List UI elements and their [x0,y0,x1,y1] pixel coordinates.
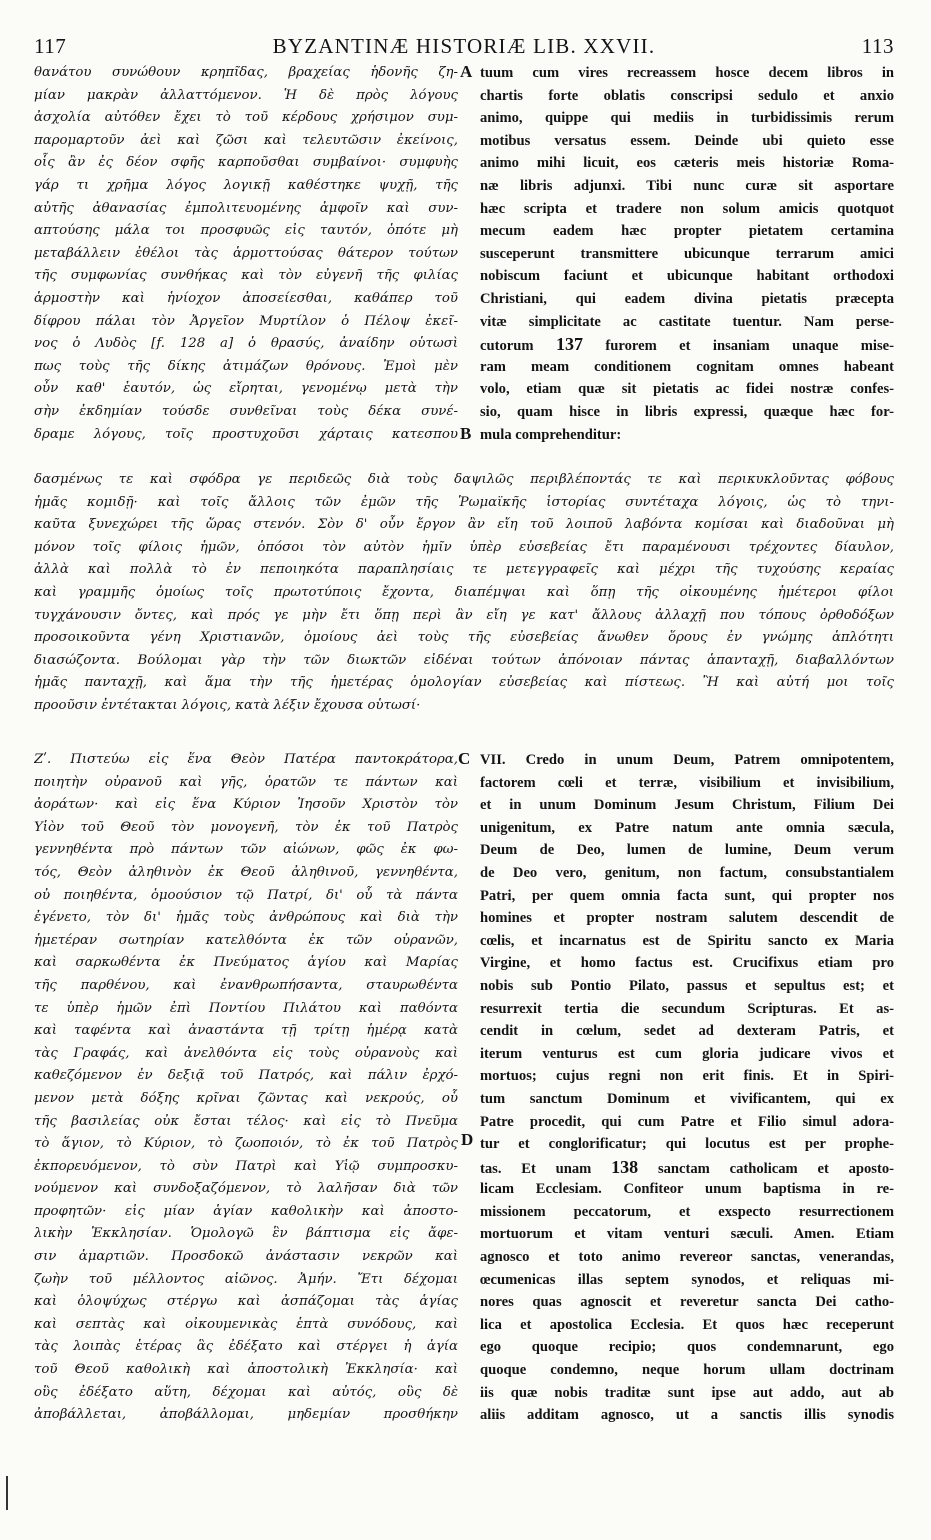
text-line: μόνον τοῖς φίλοις ἡμῶν, ὁπόσοι τὸν αὐτὸν ἡμῖν ὑπὲρ εὐσεβείας ἔτι παραμένουσι τρέχοντες δίαυλον, [34,539,894,555]
text-line: τὰς Γραφάς, καὶ ἀνελθόντα εἰς τοὺς οὐρανοὺς καὶ [34,1045,458,1061]
margin-letter-a: A [460,62,473,81]
text-line: τῆς βασιλείας οὐκ ἔσται τέλος· καὶ εἰς τὸ Πνεῦμα [34,1113,458,1129]
text-line: οὖν καθ' ἑαυτόν, ὡς εἴρηται, γενομένῳ μετὰ τὴν [34,381,458,397]
text-line: λικὴν Ἐκκλησίαν. Ὁμολογῶ ἓν βάπτισμα εἰς ἄφε- [34,1226,458,1242]
text-line: tur et conglorificatur; qui locutus est per prophe- [480,1136,894,1153]
text-line: næ libris adjunxi. Tibi nunc curæ sit asportare [480,177,894,194]
text-line: vitæ simplicitate ac castitate tuentur. Nam perse- [480,313,894,330]
text-line: νούμενον καὶ συνδοξαζόμενον, τὸ λαλῆσαν διὰ τῶν [34,1181,458,1197]
right-page-number: 113 [861,34,894,58]
text-line: VII. Credo in unum Deum, Patrem omnipotentem, [480,752,894,768]
text-line: Patri, per quem omnia facta sunt, qui propter nos [480,887,894,904]
text-line: πως τοὺς τῆς δίκης ἀτιμάζων θρόνους. Ἐμοὶ μὲν [34,358,458,374]
text-line: γεννηθέντα πρὸ πάντων τῶν αἰώνων, φῶς ἐκ φω- [34,842,458,858]
text-line: cendit in cœlum, sedet ad dexteram Patris, et [480,1023,894,1040]
text-line: cœlis, et incarnatus est de Spiritu sancto ex Maria [480,932,894,949]
text-line: nobiscum faciunt et ubicunque habitant orthodoxi [480,268,894,285]
text-line: iterum venturus est cum gloria judicare vivos et [480,1045,894,1062]
text-line: lica et apostolica Ecclesia. Et quos hæc receperunt [480,1316,894,1333]
text-line: ἀσχολία αὐτόθεν ἔχει τὸ τοῦ κέρδους χρήσιμον συμ- [34,110,458,126]
text-line: καὶ σεπτὰς καὶ οἰκουμενικὰς ἑπτὰ συνόδους, καὶ [34,1316,458,1332]
text-line: Christiani, qui eadem divina pietatis præcepta [480,290,894,307]
text-line: ram meam conditionem cognitam omnes habeant [480,358,894,375]
text-line: quoque condemno, neque horum ullam doctrinam [480,1362,894,1379]
text-line: ego quoque recipio; quos condemnarunt, ego [480,1339,894,1356]
text-line: ἡμετέραν σωτηρίαν κατελθόντα ἐκ τῶν οὐρανῶν, [34,932,458,948]
text-line: aliis additam agnosco, ut a sanctis illis synodis [480,1407,894,1424]
latin-lines-1b [480,356,894,446]
text-line: nores quas agnoscit et reveretur sancta Dei catho- [480,1294,894,1311]
latin-line-with-note-137 [480,333,894,356]
text-line: απτούσης μάλα τοι προσφυῶς εἰς ταυτόν, ὁπότε μὴ [34,223,458,239]
text-line: nobis sub Pontio Pilato, passus et sepultus est; et [480,977,894,994]
text-line: ἐγένετο, τὸν δι' ἡμᾶς τοὺς ἀνθρώπους καὶ διὰ τὴν [34,910,458,926]
text-line: οὓς ἐδέξατο αὕτη, δέχομαι καὶ αὐτός, οὓς δὲ [34,1384,458,1400]
text-line: τυγχάνουσιν ὄντες, καὶ πρός γε μὴν ἔτι ὅπῃ περὶ ἂν εἴη γε κατ' ἄλλους ἀλλαχῇ που τόπους ὀρθοδόξων [34,607,894,623]
latin-column-2 [480,749,894,1427]
text-line: δασμένως τε καὶ σφόδρα γε περιδεῶς διὰ τοὺς δαψιλῶς περιβλέποντάς τε καὶ περικυκλοῦντας φόβους [34,472,894,487]
text-line: τὰς λοιπὰς ἑτέρας ἃς ἐδέξατο καὶ στέργει ἡ ἁγία [34,1339,458,1355]
text-line: volo, etiam quæ sit pietatis ac fidei nostræ confes- [480,381,894,398]
latin-line-post: furorem et insaniam unaque mise- [605,338,894,355]
text-line: hæc scripta et tradere non solum amicis quotquot [480,200,894,217]
margin-letter-c: C [458,749,471,768]
text-line: ἁρμοστὴν καὶ ἡνίοχον ἀποσείεσθαι, καθάπερ τοῦ [34,290,458,306]
text-line: σὴν ἐκδημίαν τούσδε συνθεῖναι τοὺς δέκα συνέ- [34,403,458,419]
text-line: τῆς συμφωνίας συνθήκας καὶ τὸν εὐγενῆ τῆς φιλίας [34,268,458,284]
text-line: καθεζόμενον ἐν δεξιᾷ τοῦ Πατρός, καὶ πάλιν ἐρχό- [34,1068,458,1084]
text-line: et in unum Dominum Jesum Christum, Filium Dei [480,797,894,814]
text-line: animo mihi licuit, eos cæteris meis historiæ Roma- [480,155,894,172]
text-line: θανάτου συνώθουν κρηπῖδας, βραχείας ἡδονῆς ζη- [34,65,458,80]
text-line: μίαν μακρὰν ἀλλαττόμενον. Ἡ δὲ πρὸς λόγους [34,87,458,103]
text-line: μεταβάλλειν ἐθέλοι τὰς ἁρμοττούσας θάτερον τούτων [34,245,458,261]
latin-lines-2 [480,749,894,1156]
text-line: καὶ ὁλοψύχως στέργω καὶ ἀσπάζομαι τὰς ἁγίας [34,1294,458,1310]
text-line: mortuorum et vitam venturi sæculi. Amen. Etiam [480,1226,894,1243]
text-line: Virgine, et homo factus est. Crucifixus etiam pro [480,955,894,972]
text-line: οὐ ποιηθέντα, ὁμοούσιον τῷ Πατρί, δι' οὗ τὰ πάντα [34,887,458,903]
latin-line-with-note-138 [480,1156,894,1179]
latin-line-post: sanctam catholicam et aposto- [657,1160,894,1177]
text-line: mortuos; cujus regni non erit finis. Et in Spiri- [480,1068,894,1085]
greek-column-2 [34,749,458,1427]
text-line: Υἱὸν τοῦ Θεοῦ τὸν μονογενῆ, τὸν ἐκ τοῦ Πατρὸς [34,819,458,835]
margin-rule [6,1476,8,1510]
left-page-number: 117 [34,34,67,58]
text-line: tum sanctum Dominum et vivificantem, qui ex [480,1090,894,1107]
text-line: τε ὑπὲρ ἡμῶν ἐπὶ Ποντίου Πιλάτου καὶ παθόντα [34,1000,458,1016]
text-line: δίφρου πάλαι τὸν Ἀργεῖον Μυρτίλον ὁ Πέλοψ ἐκεῖ- [34,313,458,329]
text-line: ἐκπορευόμενον, τὸ σὺν Πατρὶ καὶ Υἱῷ συμπροσκυ- [34,1158,458,1174]
latin-lines-2b [480,1178,894,1427]
text-line: μενον μετὰ δόξης κρῖναι ζῶντας καὶ νεκρούς, οὗ [34,1090,458,1106]
text-line: διασώζοντα. Βούλομαι γὰρ τὴν τῶν διωκτῶν εἰδέναι τούτων ἀπόνοιαν πάντας ἁπανταχῇ, διαβαλλόντων [34,652,894,668]
text-line: τός, Θεὸν ἀληθινὸν ἐκ Θεοῦ ἀληθινοῦ, γεννηθέντα, [34,864,458,880]
page-note-138: 138 [611,1156,639,1177]
text-line: œcumenicas illas septem synodos, et reliquas mi- [480,1271,894,1288]
text-line: αὐτῆς ἀθανασίας ἐμπολιτευομένης ἀμφοῖν καὶ συν- [34,200,458,216]
text-line: iis quæ nobis traditæ sunt ipse aut addo, aut ab [480,1384,894,1401]
text-line: agnosco et toto animo revereor sanctas, venerandas, [480,1249,894,1266]
text-line: resurrexit tertia die secundum Scripturas. Et as- [480,1000,894,1017]
text-line: mula comprehenditur: [480,426,622,443]
text-line: δραμε λόγους, τοῖς προστυχοῦσι χάρταις κατεσπου [34,426,458,442]
text-line: ἀλλὰ καὶ πολλὰ τὸ ἐν πεποιηκότα παραπλησίαις τε μετεγγραφεῖς καὶ μέχρι τῆς τυχούσης κεραίας [34,562,894,578]
page-note-137: 137 [555,334,583,355]
running-title: BYZANTINÆ HISTORIÆ LIB. XXVII. [272,34,656,58]
text-line: susceperunt transmittere ubicunque terrarum amici [480,245,894,262]
text-line: sio, quam hisce in libris expressi, quæque hæc for- [480,403,894,420]
text-line: motibus versatus essem. Deinde ubi quieto esse [480,132,894,149]
text-line: ἡμᾶς κομιδῇ· καὶ τοῖς ἄλλοις τῶν ἐμῶν τῆς Ῥωμαϊκῆς ἱστορίας συντέταχα λόγοις, ὡς τὸ τηνι- [34,494,894,510]
greek-full-width [34,469,894,718]
text-line: ἡμᾶς πανταχῇ, καὶ ἅμα τὴν τῆς ἡμετέρας ὁμολογίαν εὐσεβείας καὶ πίστεως. Ἢ καὶ αὐτή μοι τοῖς [34,675,894,691]
text-line: missionem peccatorum, et exspecto resurrectionem [480,1203,894,1220]
text-line: προφητῶν· εἰς μίαν ἁγίαν καθολικὴν καὶ ἀποστο- [34,1203,458,1219]
text-line: ἀποβάλλεται, ἀποβάλλομαι, μηδεμίαν προσθήκην [34,1407,458,1423]
text-line: παρομαρτοῦν ἀεὶ καὶ ζῶσι καὶ τελευτῶσιν ἐκείνοις, [34,132,458,148]
latin-lines-1 [480,62,894,333]
text-line: animo, quippe qui mediis in turbidissimis rerum [480,110,894,127]
text-line: σιν ἁμαρτιῶν. Προσδοκῶ ἀνάστασιν νεκρῶν καὶ [34,1249,458,1265]
text-line: καὶ σαρκωθέντα ἐκ Πνεύματος ἁγίου καὶ Μαρίας [34,955,458,971]
text-line: προσοικοῦντα γένη Χριστιανῶν, ὁμοίους ἀεὶ τοὺς τῆς εὐσεβείας ἄνωθεν ὅρους ἐν γνώμης ἁπλότητι [34,630,894,646]
text-line: καῦτα ξυνεχώρει τῆς ὥρας στενόν. Σὸν δ' οὖν ἔργον ἂν εἴη τοῦ λοιποῦ λαβόντα κομίσαι καὶ διαδοῦναι μὴ [34,517,894,533]
text-line: προοῦσιν ἐντέτακται λόγοις, κατὰ λέξιν ἔχουσα οὑτωσί· [34,697,421,713]
latin-column-1 [480,62,894,446]
text-line: chartis forte oblatis conscripsi sedulo et anxio [480,87,894,104]
text-line: οἷς ἂν ἐς δέον σφῆς καρποῦσθαι συμβαίνοι· συμφυὴς [34,155,458,171]
margin-letter-d: D [461,1130,474,1149]
text-line: καὶ γραμμῆς ὁμοίως τοῖς πρωτοτύποις ἔχοντα, διαπέμψαι καὶ ὅπῃ τῆς οἰκουμένης ἡμέτεροι φίλοι [34,584,894,600]
text-line: γάρ τι χρῆμα λόγος λογικῇ καθέστηκε ψυχῇ, τῆς [34,177,458,193]
greek-column-1 [34,62,458,446]
text-line: τὸ ἅγιον, τὸ Κύριον, τὸ ζωοποιόν, τὸ ἐκ τοῦ Πατρὸς [34,1136,458,1152]
text-line: ἀοράτων· καὶ εἰς ἕνα Κύριον Ἰησοῦν Χριστὸν τὸν [34,797,458,813]
text-line: factorem cœli et terræ, visibilium et invisibilium, [480,774,894,791]
running-header [34,34,894,62]
latin-line-pre: tas. Et unam [480,1160,592,1177]
text-line: Patre procedit, qui cum Patre et Filio simul adora- [480,1113,894,1130]
text-line: unigenitum, ex Patre natum ante omnia sæcula, [480,819,894,836]
text-line: ζωὴν τοῦ μέλλοντος αἰῶνος. Ἀμήν. Ἔτι δέχομαι [34,1271,458,1287]
text-line: ποιητὴν οὐρανοῦ καὶ γῆς, ὁρατῶν τε πάντων καὶ [34,774,458,790]
text-line: Ζʹ. Πιστεύω εἰς ἕνα Θεὸν Πατέρα παντοκράτορα, [34,752,458,767]
text-line: τοῦ Θεοῦ καθολικὴ καὶ ἀποστολικὴ Ἐκκλησία· καὶ [34,1362,458,1378]
text-line: tuum cum vires recreassem hosce decem libros in [480,65,894,81]
text-line: Deum de Deo, lumen de lumine, Deum verum [480,842,894,859]
margin-letter-b: B [460,424,472,443]
text-line: καὶ ταφέντα καὶ ἀναστάντα τῇ τρίτῃ ἡμέρᾳ κατὰ [34,1023,458,1039]
text-line: licam Ecclesiam. Confiteor unum baptisma in re- [480,1181,894,1198]
text-line: de Deo vero, genitum, non factum, consubstantialem [480,864,894,881]
text-line: νος ὁ Λυδὸς [f. 128 a] ὁ θρασύς, ἀναίδην οὑτωσὶ [34,336,458,352]
text-line: mecum eadem hæc propter pietatem certamina [480,223,894,240]
text-line: τῆς παρθένου, καὶ ἐνανθρωπήσαντα, σταυρωθέντα [34,977,458,993]
text-line: homines et propter nostram salutem descendit de [480,910,894,927]
latin-line-pre: cutorum [480,338,534,355]
